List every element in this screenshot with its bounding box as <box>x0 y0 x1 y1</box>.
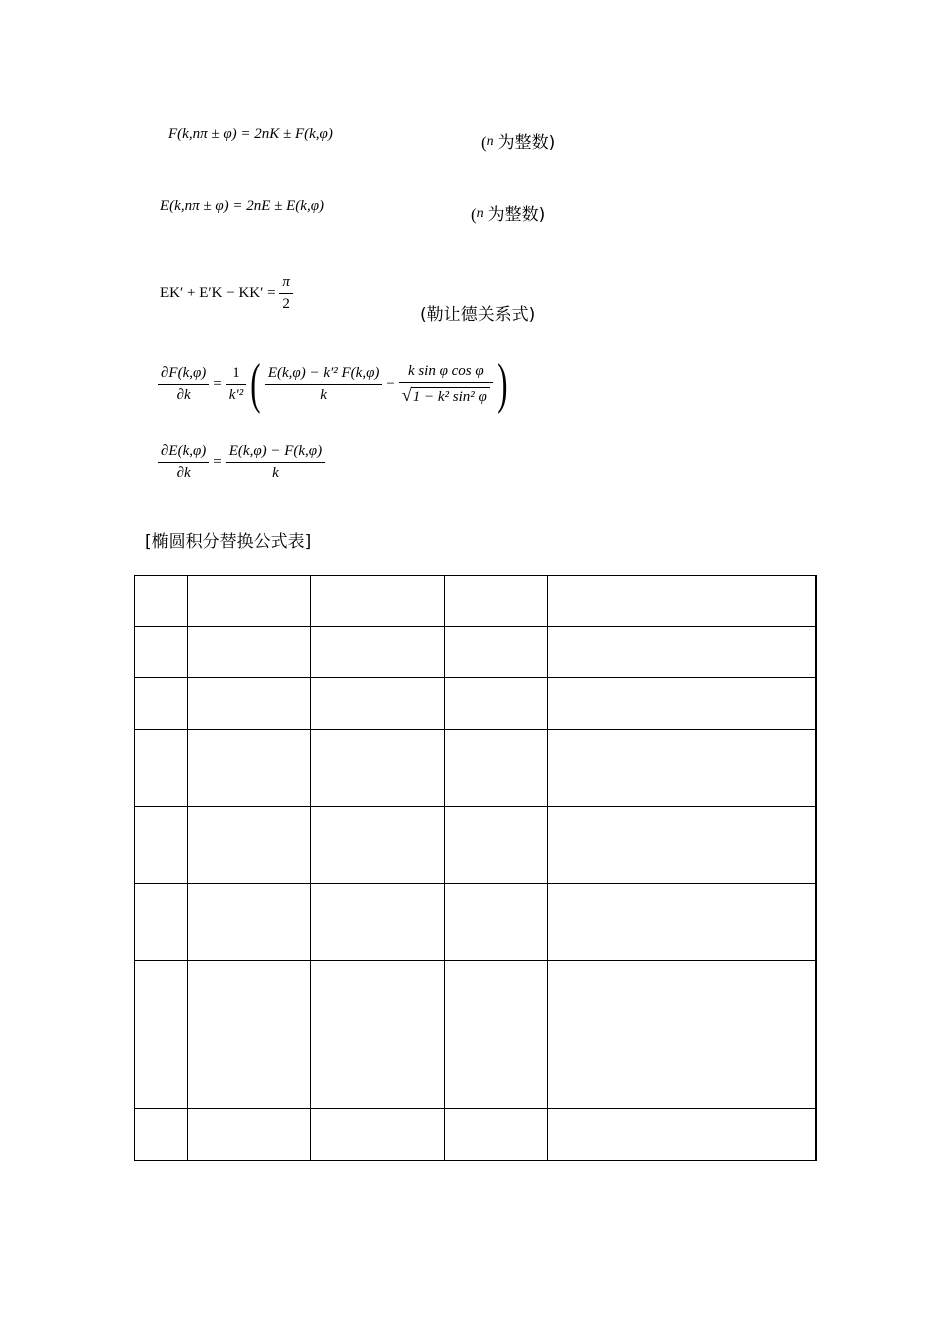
table-cell <box>548 627 816 678</box>
table-cell <box>445 807 548 884</box>
first-term-fraction: $\frac{\text{E(k,φ) − k′² F(k,φ)}}{k}$ <box>265 365 383 404</box>
formula-f2-expression: E(k,nπ ± φ) = 2nE ± E(k,φ) <box>160 198 324 214</box>
table-cell <box>311 627 445 678</box>
table-cell <box>135 576 188 627</box>
table-cell <box>188 1109 311 1161</box>
dE-dk-fraction: $\frac{\partial E(k,\varphi)}{\partial k}$ <box>158 443 209 482</box>
table-caption: [椭圆积分替换公式表] <box>145 532 312 552</box>
dE-dk-rhs-fraction: $\frac{E(k,\varphi) - F(k,\varphi)}{k}$ <box>226 443 325 482</box>
table-cell <box>188 627 311 678</box>
table-row <box>135 627 816 678</box>
table-cell <box>548 730 816 807</box>
table-cell <box>188 678 311 730</box>
table-cell <box>135 678 188 730</box>
table-row <box>135 1109 816 1161</box>
formula-periodicity-E <box>160 198 324 215</box>
table-cell <box>445 884 548 961</box>
left-paren: ( <box>250 353 261 415</box>
table-cell <box>548 807 816 884</box>
table-cell <box>135 807 188 884</box>
table-row <box>135 884 816 961</box>
table-cell <box>135 627 188 678</box>
table-cell <box>188 884 311 961</box>
formula-f2-note: (n 为整数) <box>471 205 546 225</box>
table-cell <box>311 678 445 730</box>
table-cell <box>311 576 445 627</box>
table-cell <box>188 807 311 884</box>
radical-sign-icon: √ <box>401 384 412 405</box>
table-cell <box>311 807 445 884</box>
right-paren: ) <box>497 353 508 415</box>
table-cell <box>445 1109 548 1161</box>
table-cell <box>135 1109 188 1161</box>
table-row <box>135 576 816 627</box>
dF-dk-fraction: $\frac{\partial F(k,\varphi)}{\partial k}$ <box>158 365 209 404</box>
table-cell <box>548 961 816 1109</box>
table-body <box>135 576 816 1161</box>
table-cell <box>548 576 816 627</box>
formula-f1-note: (n 为整数) <box>481 133 556 153</box>
table-row <box>135 730 816 807</box>
table-row <box>135 678 816 730</box>
table-cell <box>135 730 188 807</box>
table-cell <box>445 576 548 627</box>
table-cell <box>548 884 816 961</box>
table-cell <box>445 961 548 1109</box>
table-cell <box>548 1109 816 1161</box>
table-cell <box>311 1109 445 1161</box>
formula-f1-expression: F(k,nπ ± φ) = 2nK ± F(k,φ) <box>168 126 333 142</box>
formula-periodicity-F <box>168 126 333 143</box>
pi-over-2-fraction: $\frac{\pi}{2}$ <box>279 274 293 313</box>
formula-legendre-relation: EK′ + E′K − KK′ = $\frac{\pi}{2}$ <box>160 274 293 313</box>
table-cell <box>188 961 311 1109</box>
table-row <box>135 807 816 884</box>
table-cell <box>311 961 445 1109</box>
table-cell <box>445 627 548 678</box>
table-cell <box>548 678 816 730</box>
table-cell <box>311 884 445 961</box>
table-cell <box>311 730 445 807</box>
second-term-fraction: $\frac{\text{k sin φ cos φ}}{\text{√1 − k² sin² φ}}$ <box>399 363 493 406</box>
table-cell <box>188 730 311 807</box>
table-cell <box>445 678 548 730</box>
table-cell <box>188 576 311 627</box>
one-over-kprime-squared: $\frac{1}{\text{k′²}}$ <box>226 365 246 404</box>
formula-dF-dk: $\frac{\partial F(k,\varphi)}{\partial k}$ = $\frac{1}{\text{k′²}}$ ( $\frac{\text{E(k,φ) − k′² F(k,φ)}}{k}$ − $\frac{\text{k sin φ cos φ}}{\text{√1 − k² sin² φ}}$ ) <box>158 356 511 412</box>
table-cell <box>135 961 188 1109</box>
legendre-note: (勒让德关系式) <box>420 305 536 325</box>
table-cell <box>445 730 548 807</box>
table-cell <box>135 884 188 961</box>
substitution-formula-table <box>134 575 817 1161</box>
formula-dE-dk: $\frac{\partial E(k,\varphi)}{\partial k}$ = $\frac{E(k,\varphi) - F(k,\varphi)}{k}$ <box>158 443 325 482</box>
table-row <box>135 961 816 1109</box>
